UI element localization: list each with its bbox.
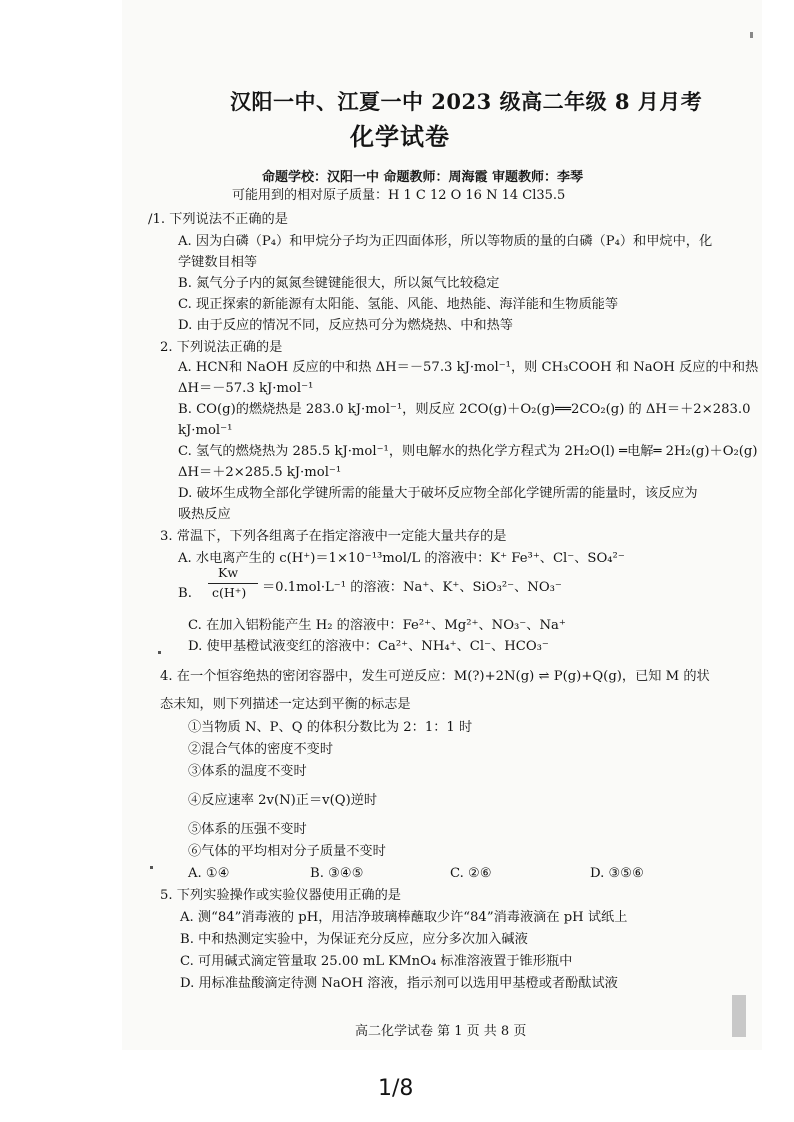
question-4-item-3: ③体系的温度不变时 — [188, 764, 307, 779]
question-4-stem-cont: 态未知，则下列描述一定达到平衡的标志是 — [160, 697, 411, 712]
question-4-option-b: B. ③④⑤ — [310, 866, 364, 881]
question-1-option-b: B. 氮气分子内的氮氮叁键键能很大，所以氮气比较稳定 — [178, 276, 500, 291]
fraction-bar — [208, 583, 258, 584]
question-1-option-c: C. 现正探索的新能源有太阳能、氢能、风能、地热能、海洋能和生物质能等 — [178, 297, 619, 312]
scan-smudge — [732, 995, 746, 1037]
kw-fraction — [208, 565, 260, 607]
question-4-item-6: ⑥气体的平均相对分子质量不变时 — [188, 844, 386, 859]
question-1-option-a: A. 因为白磷（P₄）和甲烷分子均为正四面体形，所以等物质的量的白磷（P₄）和甲烷中，化 — [178, 234, 713, 249]
question-2-option-d: D. 破坏生成物全部化学键所需的能量大于破坏反应物全部化学键所需的能量时，该反应为 — [178, 486, 698, 501]
scan-speck — [750, 32, 753, 38]
question-2-option-b-cont: kJ·mol⁻¹ — [178, 423, 233, 438]
question-4-item-2: ②混合气体的密度不变时 — [188, 742, 334, 757]
scan-speck — [158, 651, 161, 654]
question-2-option-c-cont: ΔH＝＋2×285.5 kJ·mol⁻¹ — [178, 465, 342, 480]
question-4-item-1: ①当物质 N、P、Q 的体积分数比为 2：1：1 时 — [188, 720, 473, 735]
exam-title: 汉阳一中、江夏一中 2023 级高二年级 8 月月考 — [230, 89, 703, 114]
fraction-numerator: Kw — [218, 565, 239, 580]
question-2-option-d-cont: 吸热反应 — [178, 507, 231, 522]
fraction-denominator: c(H⁺) — [212, 585, 247, 600]
question-4-option-a: A. ①④ — [188, 866, 230, 881]
scan-speck — [150, 866, 153, 869]
question-3-option-b: ＝0.1mol·L⁻¹ 的溶液：Na⁺、K⁺、SiO₃²⁻、NO₃⁻ — [262, 580, 562, 595]
question-3-option-d: D. 使甲基橙试液变红的溶液中：Ca²⁺、NH₄⁺、Cl⁻、HCO₃⁻ — [188, 639, 549, 654]
author-line: 命题学校：汉阳一中 命题教师：周海霞 审题教师：李琴 — [262, 170, 584, 185]
question-3-stem: 3. 常温下，下列各组离子在指定溶液中一定能大量共存的是 — [160, 529, 507, 544]
question-2-option-a-cont: ΔH＝－57.3 kJ·mol⁻¹ — [178, 381, 314, 396]
question-3-option-a: A. 水电离产生的 c(H⁺)＝1×10⁻¹³mol/L 的溶液中：K⁺ Fe³⁺、Cl⁻、SO₄²⁻ — [178, 551, 625, 566]
question-5-option-b: B. 中和热测定实验中，为保证充分反应，应分多次加入碱液 — [180, 932, 528, 947]
question-5-option-c: C. 可用碱式滴定管量取 25.00 mL KMnO₄ 标准溶液置于锥形瓶中 — [180, 954, 573, 969]
question-2-option-c: C. 氢气的燃烧热为 285.5 kJ·mol⁻¹，则电解水的热化学方程式为 2H₂O(l) ═电解═ 2H₂(g)＋O₂(g) — [178, 444, 758, 459]
question-1-option-a-cont: 学键数目相等 — [178, 255, 258, 270]
question-2-option-b: B. CO(g)的燃烧热是 283.0 kJ·mol⁻¹，则反应 2CO(g)＋O₂(g)══2CO₂(g) 的 ΔH＝＋2×283.0 — [178, 402, 751, 417]
question-3-option-b-label: B. — [178, 586, 192, 601]
question-4-option-d: D. ③⑤⑥ — [590, 866, 644, 881]
question-4-item-5: ⑤体系的压强不变时 — [188, 822, 307, 837]
page-indicator: 1/8 — [378, 1076, 414, 1101]
question-4-option-c: C. ②⑥ — [450, 866, 492, 881]
page-footer: 高二化学试卷 第 1 页 共 8 页 — [355, 1024, 527, 1039]
question-2-stem: 2. 下列说法正确的是 — [160, 340, 283, 355]
question-5-option-d: D. 用标准盐酸滴定待测 NaOH 溶液，指示剂可以选用甲基橙或者酚酞试液 — [180, 976, 618, 991]
question-4-item-4: ④反应速率 2v(N)正＝v(Q)逆时 — [188, 793, 378, 808]
question-3-option-c: C. 在加入铝粉能产生 H₂ 的溶液中：Fe²⁺、Mg²⁺、NO₃⁻、Na⁺ — [188, 618, 566, 633]
question-1-option-d: D. 由于反应的情况不同，反应热可分为燃烧热、中和热等 — [178, 318, 513, 333]
question-5-stem: 5. 下列实验操作或实验仪器使用正确的是 — [160, 888, 401, 903]
question-1-stem: /1. 下列说法不正确的是 — [148, 212, 288, 227]
question-2-option-a: A. HCN和 NaOH 反应的中和热 ΔH＝－57.3 kJ·mol⁻¹，则 CH₃COOH 和 NaOH 反应的中和热 — [178, 360, 759, 375]
question-5-option-a: A. 测“84”消毒液的 pH，用洁净玻璃棒蘸取少许“84”消毒液滴在 pH 试纸上 — [180, 910, 628, 925]
atomic-mass-line: 可能用到的相对原子质量：H 1 C 12 O 16 N 14 Cl35.5 — [232, 188, 566, 203]
subject-title: 化学试卷 — [350, 122, 450, 151]
question-4-stem: 4. 在一个恒容绝热的密闭容器中，发生可逆反应：M(?)+2N(g) ⇌ P(g)+Q(g)，已知 M 的状 — [160, 669, 710, 684]
